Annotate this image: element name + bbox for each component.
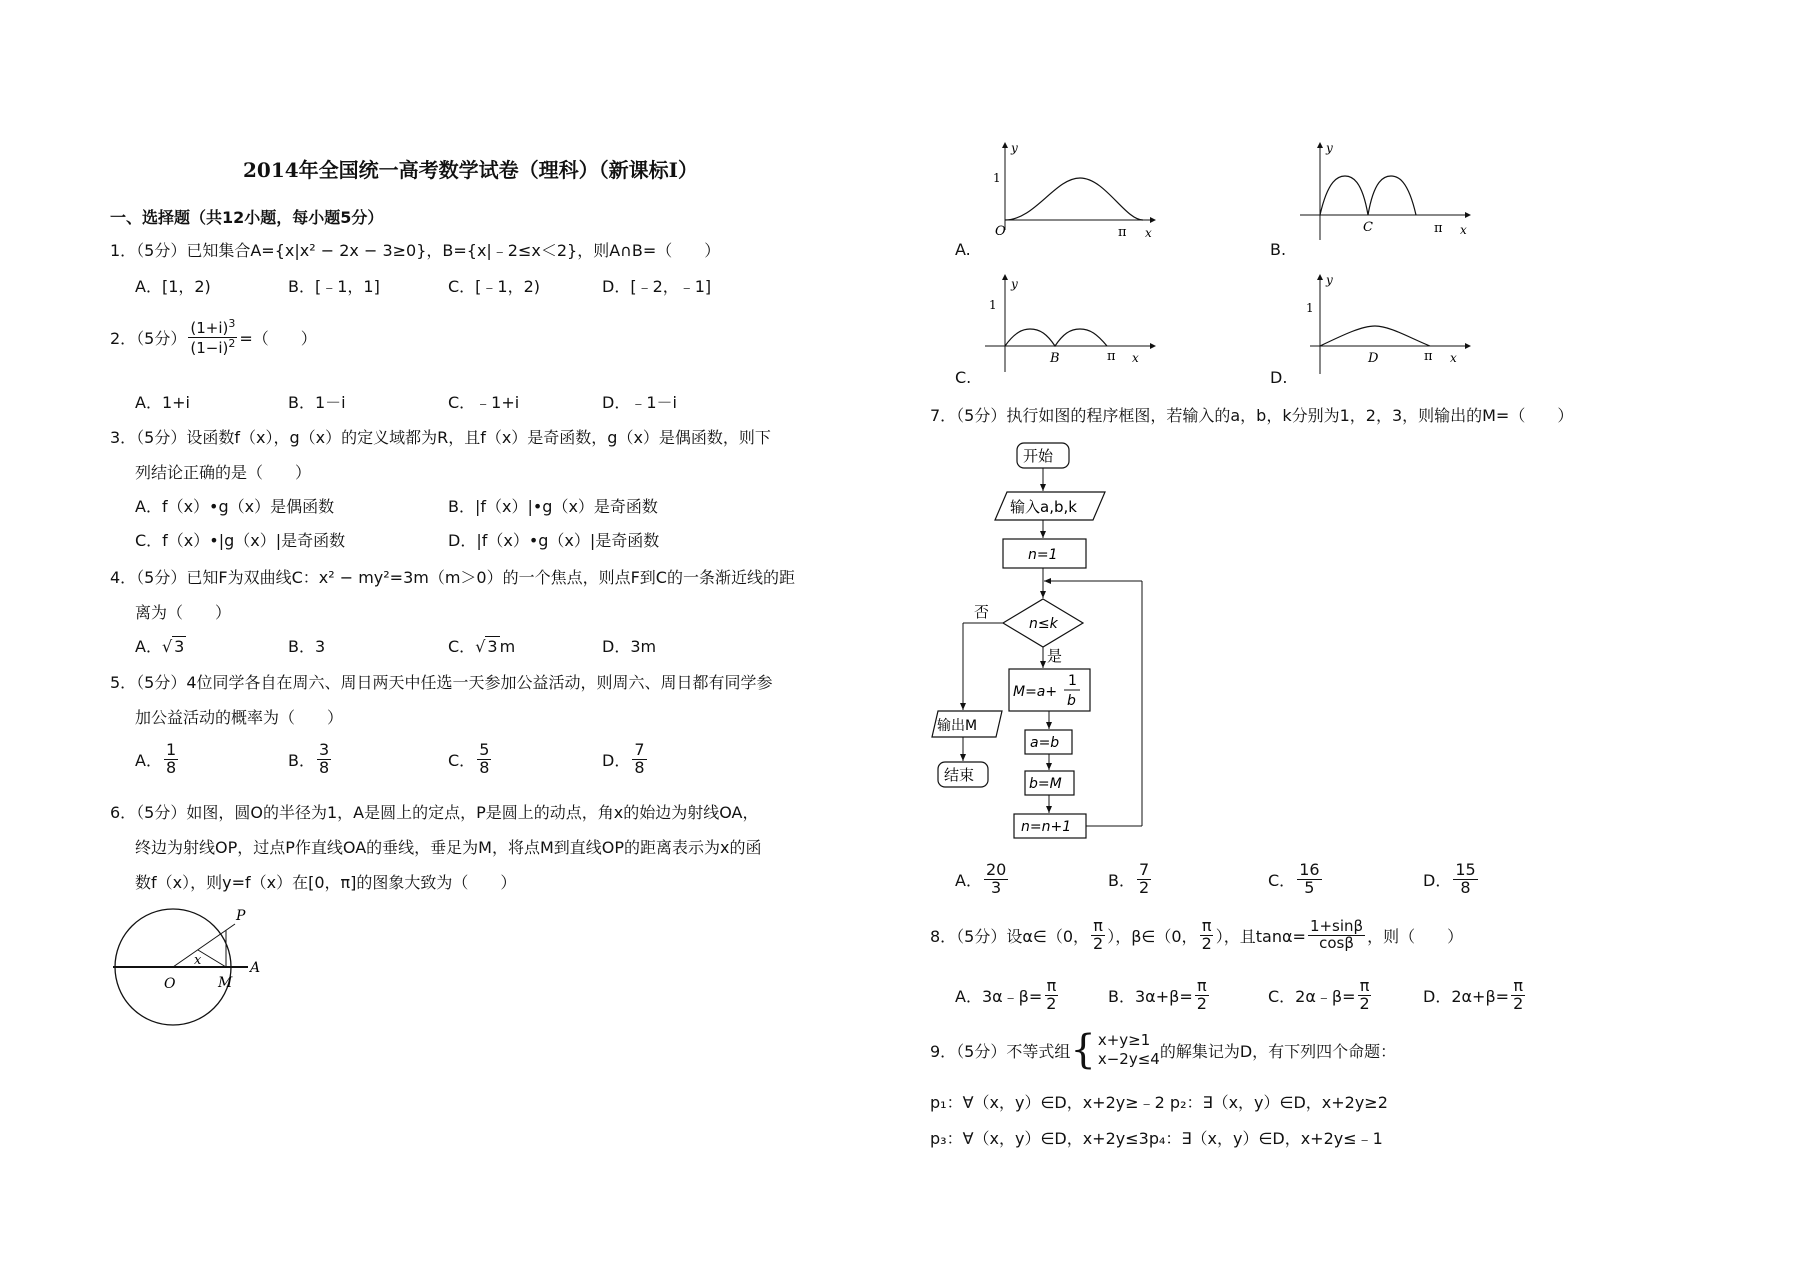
q8-c-fraction bbox=[1358, 978, 1372, 1013]
graph-d-label: D. bbox=[1270, 368, 1288, 387]
q7-option-d bbox=[1423, 862, 1480, 897]
q3-option-c: C．f（x）•|g（x）|是奇函数 bbox=[135, 531, 346, 550]
q8-part3: ），且tanα= bbox=[1215, 926, 1306, 946]
q7-c-den: 5 bbox=[1304, 877, 1315, 897]
q5-d-fraction bbox=[632, 742, 646, 777]
q2-den-exponent: 2 bbox=[228, 336, 236, 350]
q8-c-two: 2 bbox=[1359, 993, 1370, 1013]
question-5-line2: 加公益活动的概率为（ ） bbox=[135, 708, 344, 727]
question-4-line2: 离为（ ） bbox=[135, 603, 232, 622]
graph-c-x-label: x bbox=[1132, 351, 1139, 365]
q8-part2: ），β∈（0， bbox=[1107, 926, 1198, 946]
q4-option-c bbox=[448, 634, 515, 657]
flow-init-text: n=1 bbox=[1028, 547, 1058, 563]
graph-d-one-label: 1 bbox=[1306, 301, 1314, 315]
q9-lead: 9．（5分）不等式组 bbox=[930, 1041, 1071, 1061]
fig-label-P: P bbox=[236, 908, 246, 924]
flow-yes-label: 是 bbox=[1047, 647, 1063, 665]
graph-a-one-label: 1 bbox=[993, 171, 1001, 185]
graph-c-label: C. bbox=[955, 368, 972, 387]
flow-condition-text: n≤k bbox=[1029, 616, 1058, 632]
graph-c-y-label: y bbox=[1011, 277, 1018, 291]
fig-label-M: M bbox=[218, 975, 233, 991]
q8-d-prefix: D．2α+β= bbox=[1423, 986, 1510, 1006]
q3-option-b: B．|f（x）|•g（x）是奇函数 bbox=[448, 497, 658, 516]
graph-d-x-label: x bbox=[1450, 351, 1457, 365]
q8-tan-num: 1+sinβ bbox=[1309, 917, 1364, 936]
q8-a-fraction bbox=[1044, 978, 1058, 1013]
q7-b-num: 7 bbox=[1138, 860, 1150, 879]
q8-b-two: 2 bbox=[1196, 993, 1207, 1013]
q9-inequality-2: x−2y≤4 bbox=[1097, 1050, 1160, 1068]
question-7-stem: 7．（5分）执行如图的程序框图，若输入的a，b，k分别为1，2，3，则输出的M=（ ） bbox=[930, 406, 1574, 425]
graph-d-pi-label: π bbox=[1424, 349, 1433, 364]
q2-tail: =（ ） bbox=[239, 328, 317, 348]
q5-a-num: 1 bbox=[165, 740, 177, 759]
q5-b-fraction bbox=[317, 742, 331, 777]
graph-d-y-label: y bbox=[1326, 273, 1333, 287]
q8-option-a bbox=[955, 978, 1060, 1013]
flow-b-assign-text: b=M bbox=[1029, 776, 1062, 792]
q8-b-pi: π bbox=[1197, 976, 1207, 995]
q5-c-den: 8 bbox=[479, 757, 490, 777]
graph-a-label: A. bbox=[955, 240, 971, 259]
q7-c-fraction bbox=[1297, 862, 1321, 897]
q5-option-d bbox=[602, 742, 649, 777]
question-6-line3: 数f（x），则y=f（x）在[0，π]的图象大致为（ ） bbox=[135, 873, 517, 892]
graph-c-B-label: B bbox=[1050, 351, 1060, 366]
graph-option-b bbox=[1300, 140, 1490, 240]
flow-a-assign-text: a=b bbox=[1030, 735, 1060, 751]
q8-two-1: 2 bbox=[1093, 933, 1104, 953]
q8-b-fraction bbox=[1195, 978, 1209, 1013]
q7-a-prefix: A． bbox=[955, 870, 982, 890]
q9-inequality-1: x+y≥1 bbox=[1097, 1030, 1151, 1049]
q8-pi-1: π bbox=[1093, 916, 1103, 935]
q2-option-d: D．﹣1－i bbox=[602, 393, 677, 412]
flowchart bbox=[930, 435, 1180, 840]
q2-lead: 2．（5分） bbox=[110, 328, 187, 348]
q4-c-radicand: 3 bbox=[487, 637, 498, 656]
fig-label-x: x bbox=[194, 953, 202, 968]
q5-a-den: 8 bbox=[165, 757, 177, 777]
q8-pi-half-1 bbox=[1091, 918, 1105, 953]
q8-part1: 8．（5分）设α∈（0， bbox=[930, 926, 1090, 946]
question-3-line2: 列结论正确的是（ ） bbox=[135, 463, 312, 482]
graph-a-y-label: y bbox=[1011, 141, 1018, 155]
q9-tail: 的解集记为D，有下列四个命题： bbox=[1159, 1041, 1397, 1061]
graph-c-one-label: 1 bbox=[989, 298, 997, 312]
graph-a-pi-label: π bbox=[1118, 225, 1127, 240]
q7-d-den: 8 bbox=[1460, 877, 1471, 897]
q4-c-suffix: m bbox=[499, 637, 516, 656]
q2-denominator: (1−i) bbox=[190, 338, 229, 357]
q8-a-two: 2 bbox=[1046, 993, 1057, 1013]
q8-option-c bbox=[1268, 978, 1374, 1013]
q2-option-b: B．1－i bbox=[288, 393, 346, 412]
flow-assign-den: b bbox=[1067, 693, 1076, 709]
sqrt-symbol: √ 3 bbox=[475, 637, 498, 656]
graph-option-c bbox=[985, 272, 1175, 372]
flow-assign-lhs: M=a+ bbox=[1013, 684, 1058, 700]
graph-b-pi-label: π bbox=[1434, 221, 1443, 236]
q7-option-b bbox=[1108, 862, 1153, 897]
flow-input-text: 输入a,b,k bbox=[1010, 498, 1077, 516]
q2-num-exponent: 3 bbox=[228, 317, 236, 330]
graph-d-D-label: D bbox=[1368, 351, 1379, 366]
flow-assign-num: 1 bbox=[1068, 673, 1077, 689]
q1-option-d: D．[﹣2，﹣1] bbox=[602, 277, 712, 296]
q4-option-b: B．3 bbox=[288, 637, 326, 656]
flow-output-text: 输出M bbox=[937, 718, 978, 734]
q8-d-fraction bbox=[1511, 978, 1525, 1013]
q7-d-fraction bbox=[1453, 862, 1477, 897]
graph-a-origin-label: O bbox=[995, 224, 1006, 239]
question-6-line2: 终边为射线OP，过点P作直线OA的垂线，垂足为M，将点M到直线OP的距离表示为x的函 bbox=[135, 838, 762, 857]
q8-d-pi: π bbox=[1513, 976, 1523, 995]
section-heading: 一、选择题（共12小题，每小题5分） bbox=[110, 208, 384, 227]
graph-b-y-label: y bbox=[1326, 141, 1333, 155]
q2-option-a: A．1+i bbox=[135, 393, 190, 412]
q7-c-prefix: C． bbox=[1268, 870, 1296, 890]
q4-c-prefix: C． bbox=[448, 637, 476, 656]
flow-end-text: 结束 bbox=[944, 766, 975, 784]
q1-option-b: B．[﹣1，1] bbox=[288, 277, 380, 296]
q7-a-fraction bbox=[984, 862, 1008, 897]
q7-a-num: 20 bbox=[985, 860, 1007, 879]
q4-a-radicand: 3 bbox=[174, 637, 185, 656]
flow-no-label: 否 bbox=[974, 603, 990, 621]
question-1-stem: 1．（5分）已知集合A={x|x² − 2x − 3≥0}，B={x|﹣2≤x＜2}，则A∩B=（ ） bbox=[110, 241, 721, 260]
q8-b-prefix: B．3α+β= bbox=[1108, 986, 1193, 1006]
q2-fraction bbox=[188, 318, 237, 357]
q5-option-c bbox=[448, 742, 493, 777]
q2-numerator: (1+i) bbox=[190, 319, 229, 337]
fig-label-O: O bbox=[164, 976, 176, 992]
q8-pi-2: π bbox=[1201, 916, 1212, 935]
q1-option-a: A．[1，2) bbox=[135, 277, 211, 296]
q8-part4: ，则（ ） bbox=[1367, 926, 1464, 946]
question-5-line1: 5．（5分）4位同学各自在周六、周日两天中任选一天参加公益活动，则周六、周日都有同学参 bbox=[110, 673, 773, 692]
q8-c-prefix: C．2α﹣β= bbox=[1268, 986, 1356, 1006]
q9-inequality-system: { x+y≥1 x−2y≤4 bbox=[1070, 1027, 1160, 1073]
q5-option-b bbox=[288, 742, 333, 777]
q2-option-c: C．﹣1+i bbox=[448, 393, 520, 412]
q5-option-a bbox=[135, 742, 180, 777]
q5-c-fraction bbox=[477, 742, 491, 777]
q3-option-d: D．|f（x）•g（x）|是奇函数 bbox=[448, 531, 660, 550]
graph-option-a bbox=[985, 140, 1175, 240]
q7-b-fraction bbox=[1137, 862, 1151, 897]
q7-d-num: 15 bbox=[1455, 860, 1476, 879]
q8-two-2: 2 bbox=[1201, 933, 1212, 953]
q5-a-fraction bbox=[164, 742, 178, 777]
graph-c-pi-label: π bbox=[1107, 349, 1116, 364]
q9-propositions-1-2: p₁：∀（x，y）∈D，x+2y≥﹣2 p₂：∃（x，y）∈D，x+2y≥2 bbox=[930, 1093, 1388, 1112]
circle-figure bbox=[108, 900, 278, 1035]
q5-d-prefix: D． bbox=[602, 750, 631, 770]
q5-d-num: 7 bbox=[634, 740, 645, 759]
flow-increment-text: n=n+1 bbox=[1021, 819, 1072, 835]
q8-option-b bbox=[1108, 978, 1211, 1013]
q5-d-den: 8 bbox=[634, 757, 645, 777]
q5-c-num: 5 bbox=[479, 740, 490, 759]
q5-b-den: 8 bbox=[318, 757, 330, 777]
q7-d-prefix: D． bbox=[1423, 870, 1452, 890]
q5-b-num: 3 bbox=[318, 740, 330, 759]
q7-b-prefix: B． bbox=[1108, 870, 1135, 890]
fig-label-A: A bbox=[250, 960, 261, 976]
graph-option-d bbox=[1300, 272, 1490, 377]
q8-tan-fraction bbox=[1308, 919, 1365, 952]
question-3-line1: 3．（5分）设函数f（x），g（x）的定义域都为R，且f（x）是奇函数，g（x）是偶函数，则下 bbox=[110, 428, 771, 447]
page-title: 2014年全国统一高考数学试卷（理科）（新课标I） bbox=[243, 158, 699, 182]
q5-a-prefix: A． bbox=[135, 750, 162, 770]
q5-c-prefix: C． bbox=[448, 750, 476, 770]
q4-option-d: D．3m bbox=[602, 637, 657, 656]
sqrt-symbol: √ 3 bbox=[161, 637, 185, 656]
q7-option-a bbox=[955, 862, 1010, 897]
graph-b-C-label: C bbox=[1363, 220, 1373, 235]
q3-option-a: A．f（x）•g（x）是偶函数 bbox=[135, 497, 335, 516]
q9-propositions-3-4: p₃：∀（x，y）∈D，x+2y≤3p₄：∃（x，y）∈D，x+2y≤﹣1 bbox=[930, 1129, 1383, 1148]
question-2-stem bbox=[110, 318, 317, 357]
graph-b-label: B. bbox=[1270, 240, 1287, 259]
question-4-line1: 4．（5分）已知F为双曲线C：x² − my²=3m（m＞0）的一个焦点，则点F到C的一条渐近线的距 bbox=[110, 568, 795, 587]
graph-a-x-label: x bbox=[1145, 226, 1152, 240]
q8-a-pi: π bbox=[1046, 976, 1057, 995]
q8-a-prefix: A．3α﹣β= bbox=[955, 986, 1043, 1006]
q8-c-pi: π bbox=[1359, 976, 1370, 995]
graph-b-x-label: x bbox=[1460, 223, 1467, 237]
q8-option-d bbox=[1423, 978, 1527, 1013]
q7-a-den: 3 bbox=[991, 877, 1002, 897]
q5-b-prefix: B． bbox=[288, 750, 315, 770]
q8-d-two: 2 bbox=[1513, 993, 1524, 1013]
q4-option-a bbox=[135, 634, 186, 657]
question-6-line1: 6．（5分）如图，圆O的半径为1，A是圆上的定点，P是圆上的动点，角x的始边为射线OA， bbox=[110, 803, 759, 822]
q7-c-num: 16 bbox=[1299, 860, 1320, 879]
q8-tan-den: cosβ bbox=[1319, 933, 1354, 952]
question-8-stem bbox=[930, 918, 1463, 953]
flow-start-text: 开始 bbox=[1023, 447, 1054, 465]
q4-a-prefix: A． bbox=[135, 637, 162, 656]
q1-option-c: C．[﹣1，2) bbox=[448, 277, 541, 296]
question-9-stem bbox=[930, 1027, 1397, 1073]
q7-option-c bbox=[1268, 862, 1324, 897]
q8-pi-half-2 bbox=[1200, 918, 1214, 953]
q7-b-den: 2 bbox=[1138, 877, 1150, 897]
